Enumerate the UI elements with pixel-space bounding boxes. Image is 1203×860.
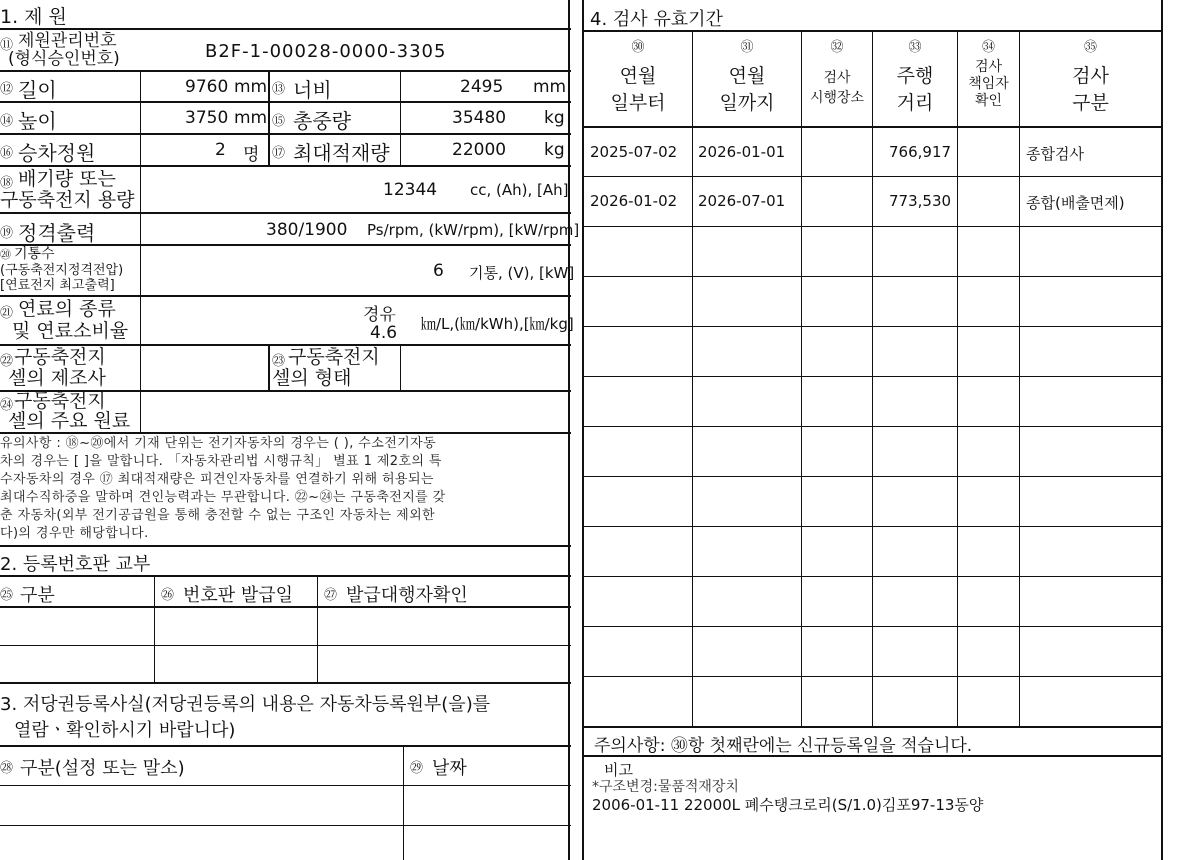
- battery-voltage-label: (구동축전지정격전압): [0, 263, 124, 278]
- height-label: 높이: [18, 109, 57, 133]
- circled-number: ⑮: [272, 114, 286, 129]
- seating-capacity-label: 승차정원: [18, 141, 96, 165]
- circled-number: ⑱: [0, 176, 14, 191]
- remarks-label: 비고: [604, 761, 633, 779]
- width-label: 너비: [293, 78, 332, 102]
- header-from-date: ㉚ 연월 일부터: [610, 40, 666, 114]
- row-inspection-type: 종합검사: [1026, 145, 1084, 163]
- fuel-type-value: 경유: [363, 305, 396, 325]
- width-value: 2495: [460, 77, 504, 97]
- row-mileage: 766,917: [889, 143, 952, 161]
- gross-weight-unit: kg: [544, 108, 565, 128]
- header-inspection-place: ㉜ 검사 시행장소: [809, 40, 865, 106]
- seating-capacity-value: 2: [215, 140, 226, 160]
- row-from-date: 2026-01-02: [590, 192, 678, 210]
- plate-issue-date-header: 번호판 발급일: [183, 585, 294, 606]
- section2-title: 2. 등록번호판 교부: [0, 554, 151, 575]
- circled-number: ㉗: [324, 588, 338, 603]
- rated-output-label: 정격출력: [18, 221, 96, 245]
- issuing-agent-header: 발급대행자확인: [346, 585, 468, 606]
- rated-output-value: 380/1900: [266, 220, 348, 240]
- header-to-date: ㉛ 연월 일까지: [719, 40, 775, 114]
- cell-material-label-2: 셀의 주요 원료: [8, 410, 131, 432]
- max-load-unit: kg: [544, 140, 565, 160]
- length-value: 9760: [185, 77, 229, 97]
- plate-category-header: 구분: [20, 585, 55, 606]
- displacement-unit: cc, (Ah), [Ah]: [470, 181, 569, 199]
- gross-weight-value: 35480: [452, 108, 507, 128]
- fuel-type-label: 연료의 종류: [18, 298, 116, 320]
- remarks-structure-change: *구조변경:물품적재장치: [592, 779, 739, 795]
- cylinders-unit: 기통, (V), [kW]: [469, 264, 575, 282]
- cylinders-value: 6: [433, 261, 444, 281]
- circled-number: ㉖: [161, 588, 175, 603]
- section3-title: 3. 저당권등록사실(저당권등록의 내용은 자동차등록원부(을)를: [0, 694, 491, 715]
- height-value: 3750: [185, 108, 229, 128]
- section3-title-2: 열람ㆍ확인하시기 바랍니다): [14, 720, 236, 741]
- circled-number: ㉘: [0, 761, 14, 776]
- cell-manufacturer-label-2: 셀의 제조사: [8, 367, 106, 389]
- circled-number: ⑳: [0, 248, 11, 261]
- battery-capacity-label: 구동축전지 용량: [0, 189, 135, 211]
- circled-number: ⑰: [272, 146, 286, 161]
- header-mileage: ㉝ 주행 거리: [896, 40, 934, 114]
- cell-material-label: 구동축전지: [14, 390, 106, 412]
- fuel-consumption-unit: ㎞/L,(㎞/kWh),[㎞/kg]: [421, 315, 574, 333]
- fuel-consumption-label: 및 연료소비율: [12, 320, 129, 342]
- circled-number: ㉔: [0, 398, 14, 413]
- section4-title: 4. 검사 유효기간: [590, 9, 723, 30]
- circled-number: ⑬: [272, 82, 286, 97]
- max-load-value: 22000: [452, 140, 507, 160]
- gross-weight-label: 총중량: [293, 109, 351, 133]
- row-to-date: 2026-01-01: [698, 143, 786, 161]
- length-unit: mm: [234, 77, 268, 97]
- rated-output-unit: Ps/rpm, (kW/rpm), [kW/rpm]: [367, 221, 580, 239]
- width-unit: mm: [533, 77, 567, 97]
- displacement-value: 12344: [383, 180, 438, 200]
- height-unit: mm: [234, 108, 268, 128]
- inspection-notice: 주의사항: ㉚항 첫째란에는 신규등록일을 적습니다.: [594, 736, 973, 756]
- type-approval-number-label: (형식승인번호): [8, 49, 120, 69]
- section1-title: 1. 제 원: [0, 6, 67, 28]
- header-inspector-confirm: ㉞ 검사 책임자 확인: [968, 40, 1009, 109]
- cylinders-label: 기통수: [14, 246, 55, 262]
- spec-mgmt-number-label: 제원관리번호: [18, 31, 117, 51]
- remarks-history: 2006-01-11 22000L 폐수탱크로리(S/1.0)김포97-13동양: [592, 796, 984, 814]
- units-notice: 유의사항 : ⑱~⑳에서 기재 단위는 전기자동차의 경우는 ( ), 수소전기자동 차의 경우는 [ ]을 말합니다. 「자동차관리법 시행규칙」 별표 1 제2호의 특 수자동차의 경우 ⑰ 최대적재량은 피견인자동차를 연결하기 위해 허용되는 최대수직하중을 말하며 견인능력과는 무관합니다. ㉒~㉔는 구동축전지를 갖 춘 자동차(외부 전기공급원을 통해 충전할 수 없는 구조인 자동차는 제외한 다)의 경우만 해당합니다.: [0, 436, 446, 541]
- fuel-consumption-value: 4.6: [370, 323, 398, 343]
- cell-manufacturer-label: 구동축전지: [14, 346, 106, 368]
- spec-mgmt-number-value: B2F-1-00028-0000-3305: [205, 41, 447, 62]
- fuel-cell-output-label: [연료전지 최고출력]: [0, 278, 115, 293]
- circled-number: ⑲: [0, 226, 14, 241]
- row-from-date: 2025-07-02: [590, 143, 678, 161]
- circled-number: ㉑: [0, 306, 14, 321]
- circled-number: ⑯: [0, 146, 14, 161]
- max-load-label: 최대적재량: [293, 141, 390, 165]
- mortgage-category-header: 구분(설정 또는 말소): [20, 758, 185, 779]
- circled-number: ⑫: [0, 82, 14, 97]
- cell-type-label: 구동축전지: [288, 346, 380, 368]
- mortgage-date-header: 날짜: [432, 758, 467, 779]
- circled-number: ㉒: [0, 354, 14, 369]
- row-mileage: 773,530: [889, 192, 952, 210]
- cell-type-label-2: 셀의 형태: [272, 367, 352, 389]
- circled-number: ⑪: [0, 38, 14, 53]
- circled-number: ㉙: [410, 761, 424, 776]
- circled-number: ㉕: [0, 588, 14, 603]
- circled-number: ㉓: [272, 354, 286, 369]
- length-label: 길이: [18, 78, 57, 102]
- row-to-date: 2026-07-01: [698, 192, 786, 210]
- displacement-label: 배기량 또는: [18, 168, 116, 190]
- header-inspection-type: ㉟ 검사 구분: [1072, 40, 1109, 114]
- circled-number: ⑭: [0, 114, 14, 129]
- seating-capacity-unit: 명: [243, 145, 260, 165]
- row-inspection-type: 종합(배출면제): [1026, 194, 1125, 212]
